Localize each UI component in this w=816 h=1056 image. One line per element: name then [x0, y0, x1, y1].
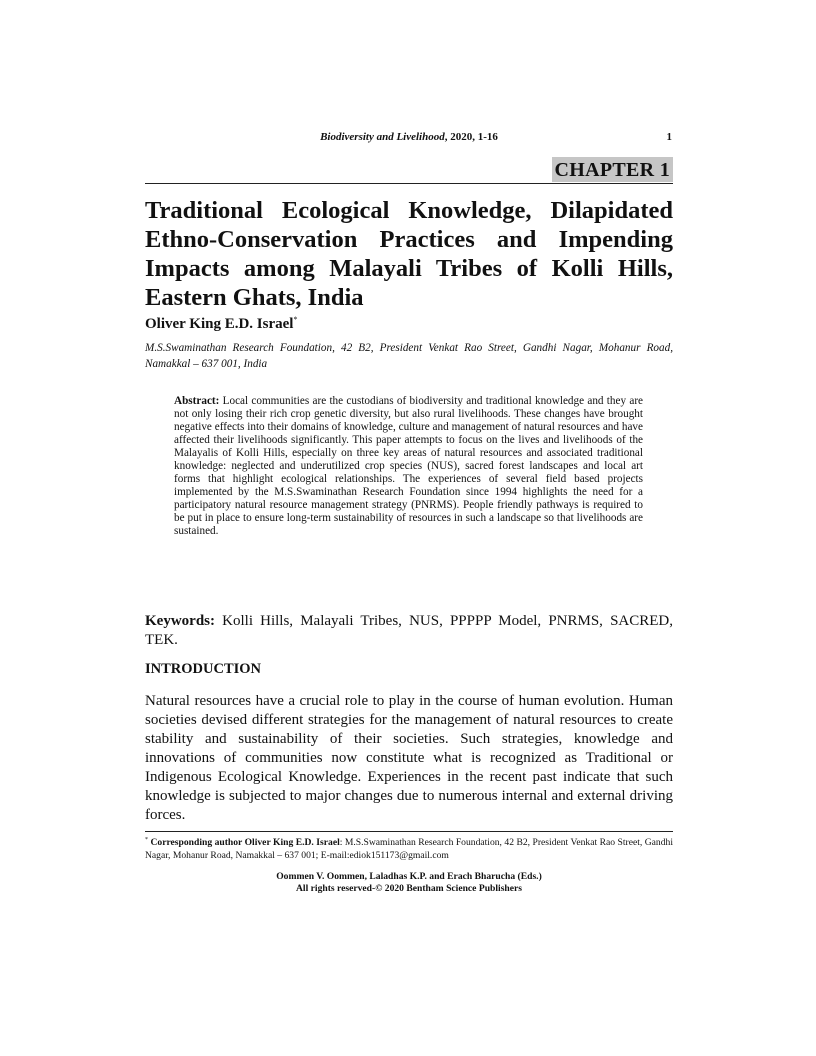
paper-title: Traditional Ecological Knowledge, Dilapidated Ethno-Conservation Practices and Impending Impacts among Malayali Tribes of Kolli Hills, Eastern Ghats, India [145, 197, 673, 311]
footnote [145, 834, 673, 862]
keywords-label: Keywords: [145, 613, 215, 629]
journal-name: Biodiversity and Livelihood [320, 131, 445, 143]
abstract-text: Local communities are the custodians of biodiversity and traditional knowledge and they are not only losing their rich crop genetic diversity, but also rural livelihoods. These changes have brought negative effects into their domains of knowledge, culture and management of natural resources and have affected their livelihoods significantly. This paper attempts to focus on the lives and livelihoods of the Malayalis of Kolli Hills, especially on three key areas of natural resources and associated traditional knowledge: neglected and underutilized crop species (NUS), sacred forest landscapes and local art forms that highlight ecological relationships. The experiences of several field based projects implemented by the M.S.Swaminathan Research Foundation since 1994 highlights the need for a participatory natural resource management strategy (PNRMS). People friendly pathways is required to be put in place to ensure long-term sustainability of resources in such a landscape so that livelihoods are sustained. [174, 395, 644, 537]
keywords [145, 612, 673, 650]
keywords-text: Kolli Hills, Malayali Tribes, NUS, PPPPP Model, PNRMS, SACRED, TEK. [145, 613, 674, 648]
author-line [145, 315, 297, 333]
publisher-footer [145, 871, 673, 895]
footnote-text: : M.S.Swaminathan Research Foundation, 42 B2, President Venkat Rao Street, Gandhi Nagar, Mohanur Road, Namakkal – 637 001; E-mail:ediok151173@gmail.com [145, 837, 673, 862]
author-marker: * [293, 315, 298, 324]
section-heading: INTRODUCTION [145, 661, 262, 677]
editors-line: Oommen V. Oommen, Laladhas K.P. and Erach Bharucha (Eds.) [276, 871, 542, 882]
running-head [145, 131, 673, 147]
footnote-label: Corresponding author Oliver King E.D. Israel [150, 837, 340, 849]
journal-details: , 2020, 1-16 [444, 131, 498, 143]
page-number: 1 [666, 131, 672, 143]
abstract-label: Abstract: [174, 395, 220, 407]
journal-citation [145, 131, 673, 143]
author-name: Oliver King E.D. Israel [145, 316, 294, 332]
footnote-marker: * [145, 837, 148, 843]
chapter-label: CHAPTER 1 [552, 157, 673, 182]
author-affiliation: M.S.Swaminathan Research Foundation, 42 B2, President Venkat Rao Street, Gandhi Nagar, Mohanur Road, Namakkal – 637 001, India [145, 342, 673, 370]
intro-paragraph: Natural resources have a crucial role to play in the course of human evolution. Human societies devised different strategies for the management of natural resources to create stability and sustainability of their societies. Such strategies, knowledge and innovations of communities now constitute what is recognized as Traditional or Indigenous Ecological Knowledge. Experiences in the recent past indicate that such knowledge is subjected to major changes due to numerous internal and external driving forces. [145, 693, 673, 823]
footnote-divider [145, 831, 673, 832]
rights-line: All rights reserved-© 2020 Bentham Science Publishers [295, 883, 523, 894]
chapter-header [145, 157, 673, 184]
abstract [174, 395, 643, 538]
